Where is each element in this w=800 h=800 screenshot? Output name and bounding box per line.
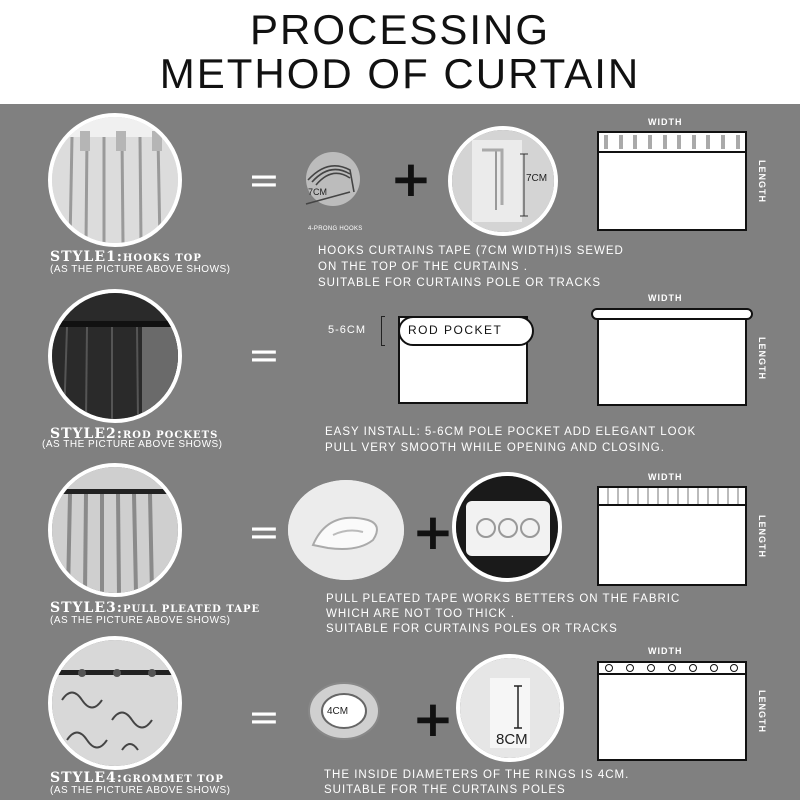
tape-size-label: 7CM (526, 173, 548, 184)
style2-width-label: WIDTH (648, 293, 683, 303)
style4-desc-2: SUITABLE FOR THE CURTAINS POLES (324, 784, 566, 796)
style1-plus: + (390, 150, 432, 208)
pleat-tape-photo (452, 472, 562, 582)
style4-equals: = (248, 695, 280, 739)
style4-subtitle: (AS THE PICTURE ABOVE SHOWS) (50, 785, 231, 796)
style3-plus: + (412, 503, 454, 561)
pleat-hook-photo (288, 480, 404, 580)
style2-subtitle: (AS THE PICTURE ABOVE SHOWS) (42, 439, 223, 450)
style3-desc-2: WHICH ARE NOT TOO THICK . (326, 608, 516, 620)
style1-desc-2: ON THE TOP OF THE CURTAINS . (318, 261, 528, 273)
style2-desc-1: EASY INSTALL: 5-6CM POLE POCKET ADD ELEGANT LOOK (325, 426, 697, 438)
style3-desc-1: PULL PLEATED TAPE WORKS BETTERS ON THE FABRIC (326, 593, 681, 605)
style3-equals: = (248, 510, 280, 554)
style1-desc-1: HOOKS CURTAINS TAPE (7CM WIDTH)IS SEWED (318, 245, 624, 257)
style1-title: STYLE1:HOOKS TOP (50, 249, 202, 265)
rod-pocket-label: ROD POCKET (408, 323, 503, 337)
style4-photo (48, 636, 182, 770)
pocket-size-label: 5-6CM (328, 324, 367, 336)
header (0, 0, 800, 104)
rod-pocket-diagram (398, 316, 528, 404)
style3-title: STYLE3:PULL PLEATED TAPE (50, 600, 261, 616)
style2-equals: = (248, 333, 280, 377)
style4-plus: + (412, 690, 454, 748)
style2-curtain-diagram (597, 310, 747, 406)
style1-width-label: WIDTH (648, 117, 683, 127)
style4-width-label: WIDTH (648, 646, 683, 656)
style2-length-label: LENGTH (757, 337, 767, 380)
style1-curtain-diagram (597, 131, 747, 231)
style1-length-label: LENGTH (757, 160, 767, 203)
grommet-size-label: 8CM (496, 731, 528, 748)
hook-size-label: 7CM (308, 187, 328, 197)
style1-subtitle: (AS THE PICTURE ABOVE SHOWS) (50, 264, 231, 275)
style4-title: STYLE4:GROMMET TOP (50, 770, 224, 786)
style1-equals: = (248, 158, 280, 202)
page-title-line2: METHOD OF CURTAIN (159, 50, 641, 97)
style3-curtain-diagram (597, 486, 747, 586)
four-prong-hook-icon (298, 152, 368, 207)
style4-length-label: LENGTH (757, 690, 767, 733)
style1-desc-3: SUITABLE FOR CURTAINS POLE OR TRACKS (318, 277, 602, 289)
style4-curtain-diagram (597, 661, 747, 761)
style3-photo (48, 463, 182, 597)
style1-photo (48, 113, 182, 247)
style3-length-label: LENGTH (757, 515, 767, 558)
style2-desc-2: PULL VERY SMOOTH WHILE OPENING AND CLOSING. (325, 442, 665, 454)
style2-photo (48, 289, 182, 423)
style3-subtitle: (AS THE PICTURE ABOVE SHOWS) (50, 615, 231, 626)
style2-title: STYLE2:ROD POCKETS (50, 426, 219, 442)
ring-size-label: 4CM (327, 706, 349, 717)
page-title-line1: PROCESSING (249, 6, 551, 53)
style3-desc-3: SUITABLE FOR CURTAINS POLES OR TRACKS (326, 623, 618, 635)
style3-width-label: WIDTH (648, 472, 683, 482)
style4-desc-1: THE INSIDE DIAMETERS OF THE RINGS IS 4CM. (324, 769, 630, 781)
hook-caption: 4-PRONG HOOKS (308, 226, 363, 232)
pocket-size-bracket (381, 316, 385, 346)
